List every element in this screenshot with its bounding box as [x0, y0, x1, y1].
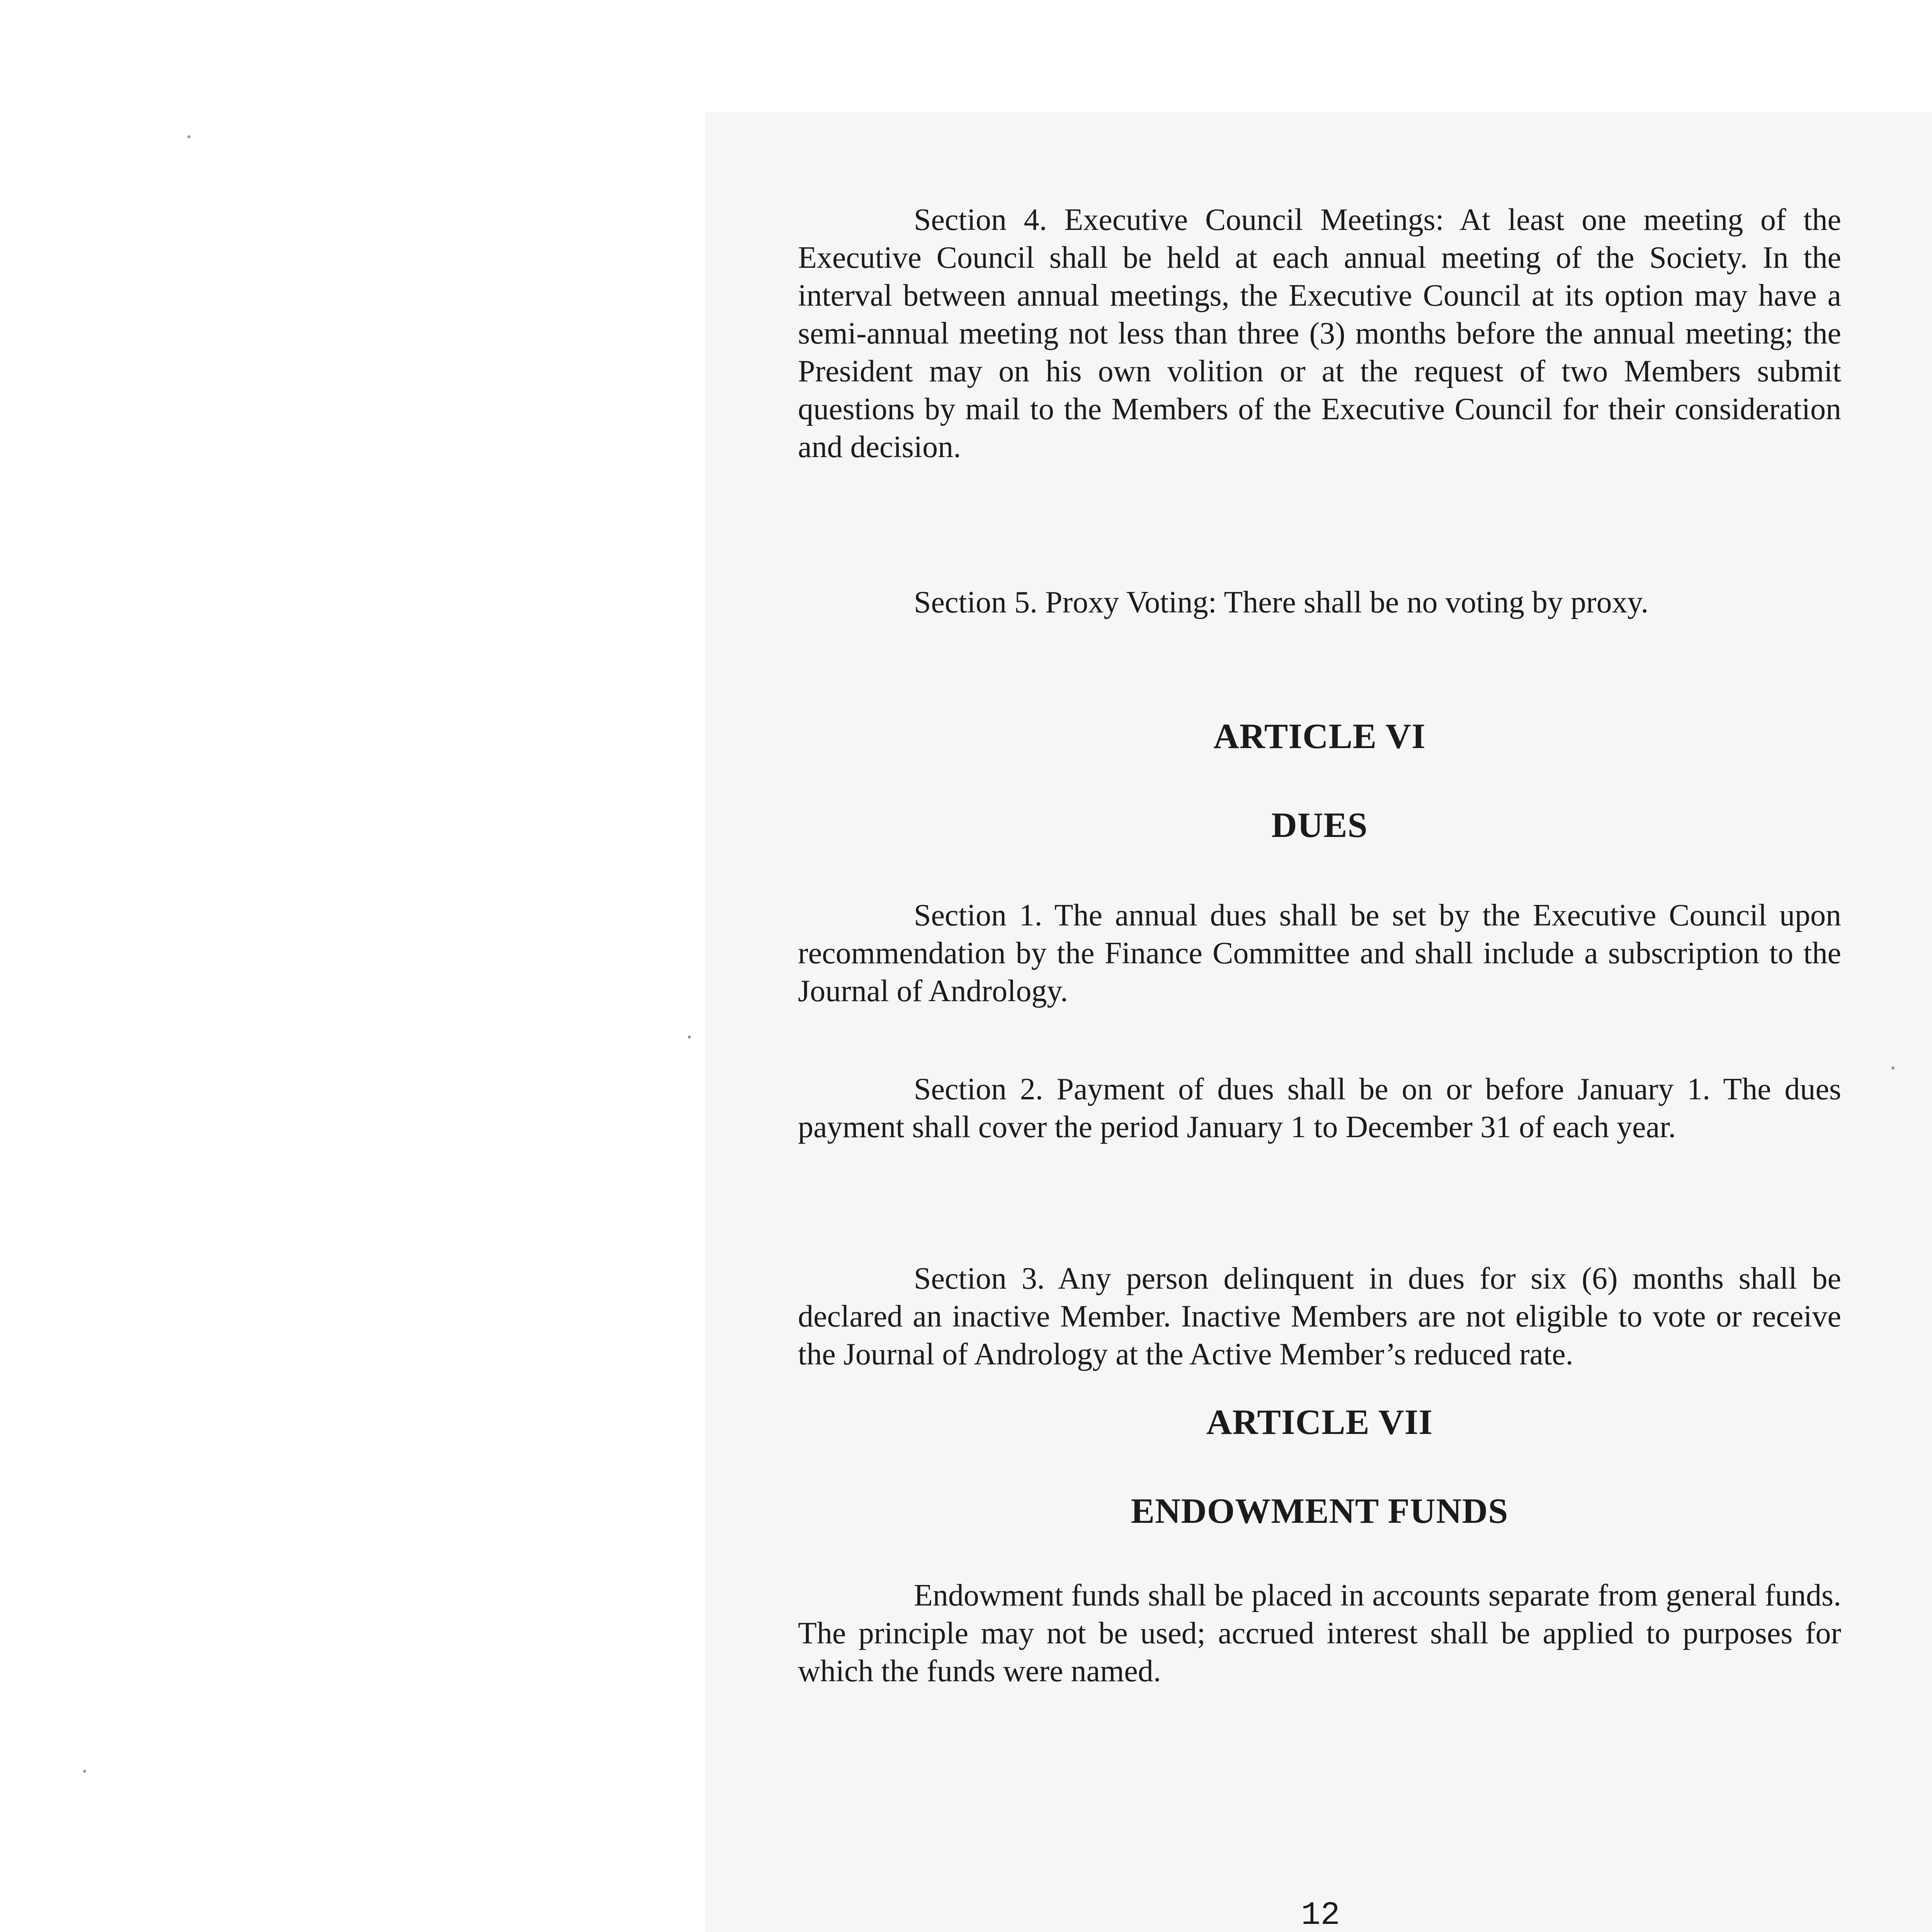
paragraph-text: Section 2. Payment of dues shall be on or before January 1. The dues payment shall cover the period January 1 to December 31 of each year. — [798, 1072, 1841, 1144]
endowment-funds-heading: ENDOWMENT FUNDS — [1131, 1491, 1509, 1531]
dues-section-1 — [798, 896, 1841, 1010]
page-number: 12 — [1301, 1897, 1340, 1932]
scan-speck — [187, 135, 190, 138]
paragraph-text: Section 4. Executive Council Meetings: At least one meeting of the Executive Council shall be held at each annual meeting of the Society. In the interval between annual meetings, the Executive Council at its option may have a semi-annual meeting not less than three (3) months before the annual meeting; the President may on his own volition or at the request of two Members submit questions by mail to the Members of the Executive Council for their consideration and decision. — [798, 203, 1841, 464]
scan-speck — [688, 1036, 691, 1039]
scan-speck — [1891, 1066, 1895, 1070]
paragraph-text: Section 1. The annual dues shall be set by the Executive Council upon recommendation by the Finance Committee and shall include a subscription to the Journal of Andrology. — [798, 898, 1841, 1008]
paragraph-text: Section 5. Proxy Voting: There shall be no voting by proxy. — [914, 585, 1649, 619]
document-page — [705, 112, 1932, 1932]
dues-section-2 — [798, 1070, 1841, 1146]
paragraph-text: Section 3. Any person delinquent in dues for six (6) months shall be declared an inactive Member. Inactive Members are not eligible to vote or receive the Journal of Andrology at the Active Member’s reduced rate. — [798, 1262, 1841, 1371]
scan-speck — [83, 1770, 86, 1773]
endowment-funds-paragraph — [798, 1577, 1841, 1690]
dues-heading: DUES — [1271, 805, 1368, 845]
dues-section-3 — [798, 1260, 1841, 1373]
paragraph-text: Endowment funds shall be placed in accounts separate from general funds. The principle may not be used; accrued interest shall be applied to purposes for which the funds were named. — [798, 1578, 1841, 1688]
article-vi-heading: ARTICLE VI — [1213, 716, 1426, 756]
section-4-executive-council-meetings — [798, 201, 1841, 466]
article-vii-heading: ARTICLE VII — [1206, 1402, 1433, 1442]
section-5-proxy-voting — [798, 583, 1841, 621]
